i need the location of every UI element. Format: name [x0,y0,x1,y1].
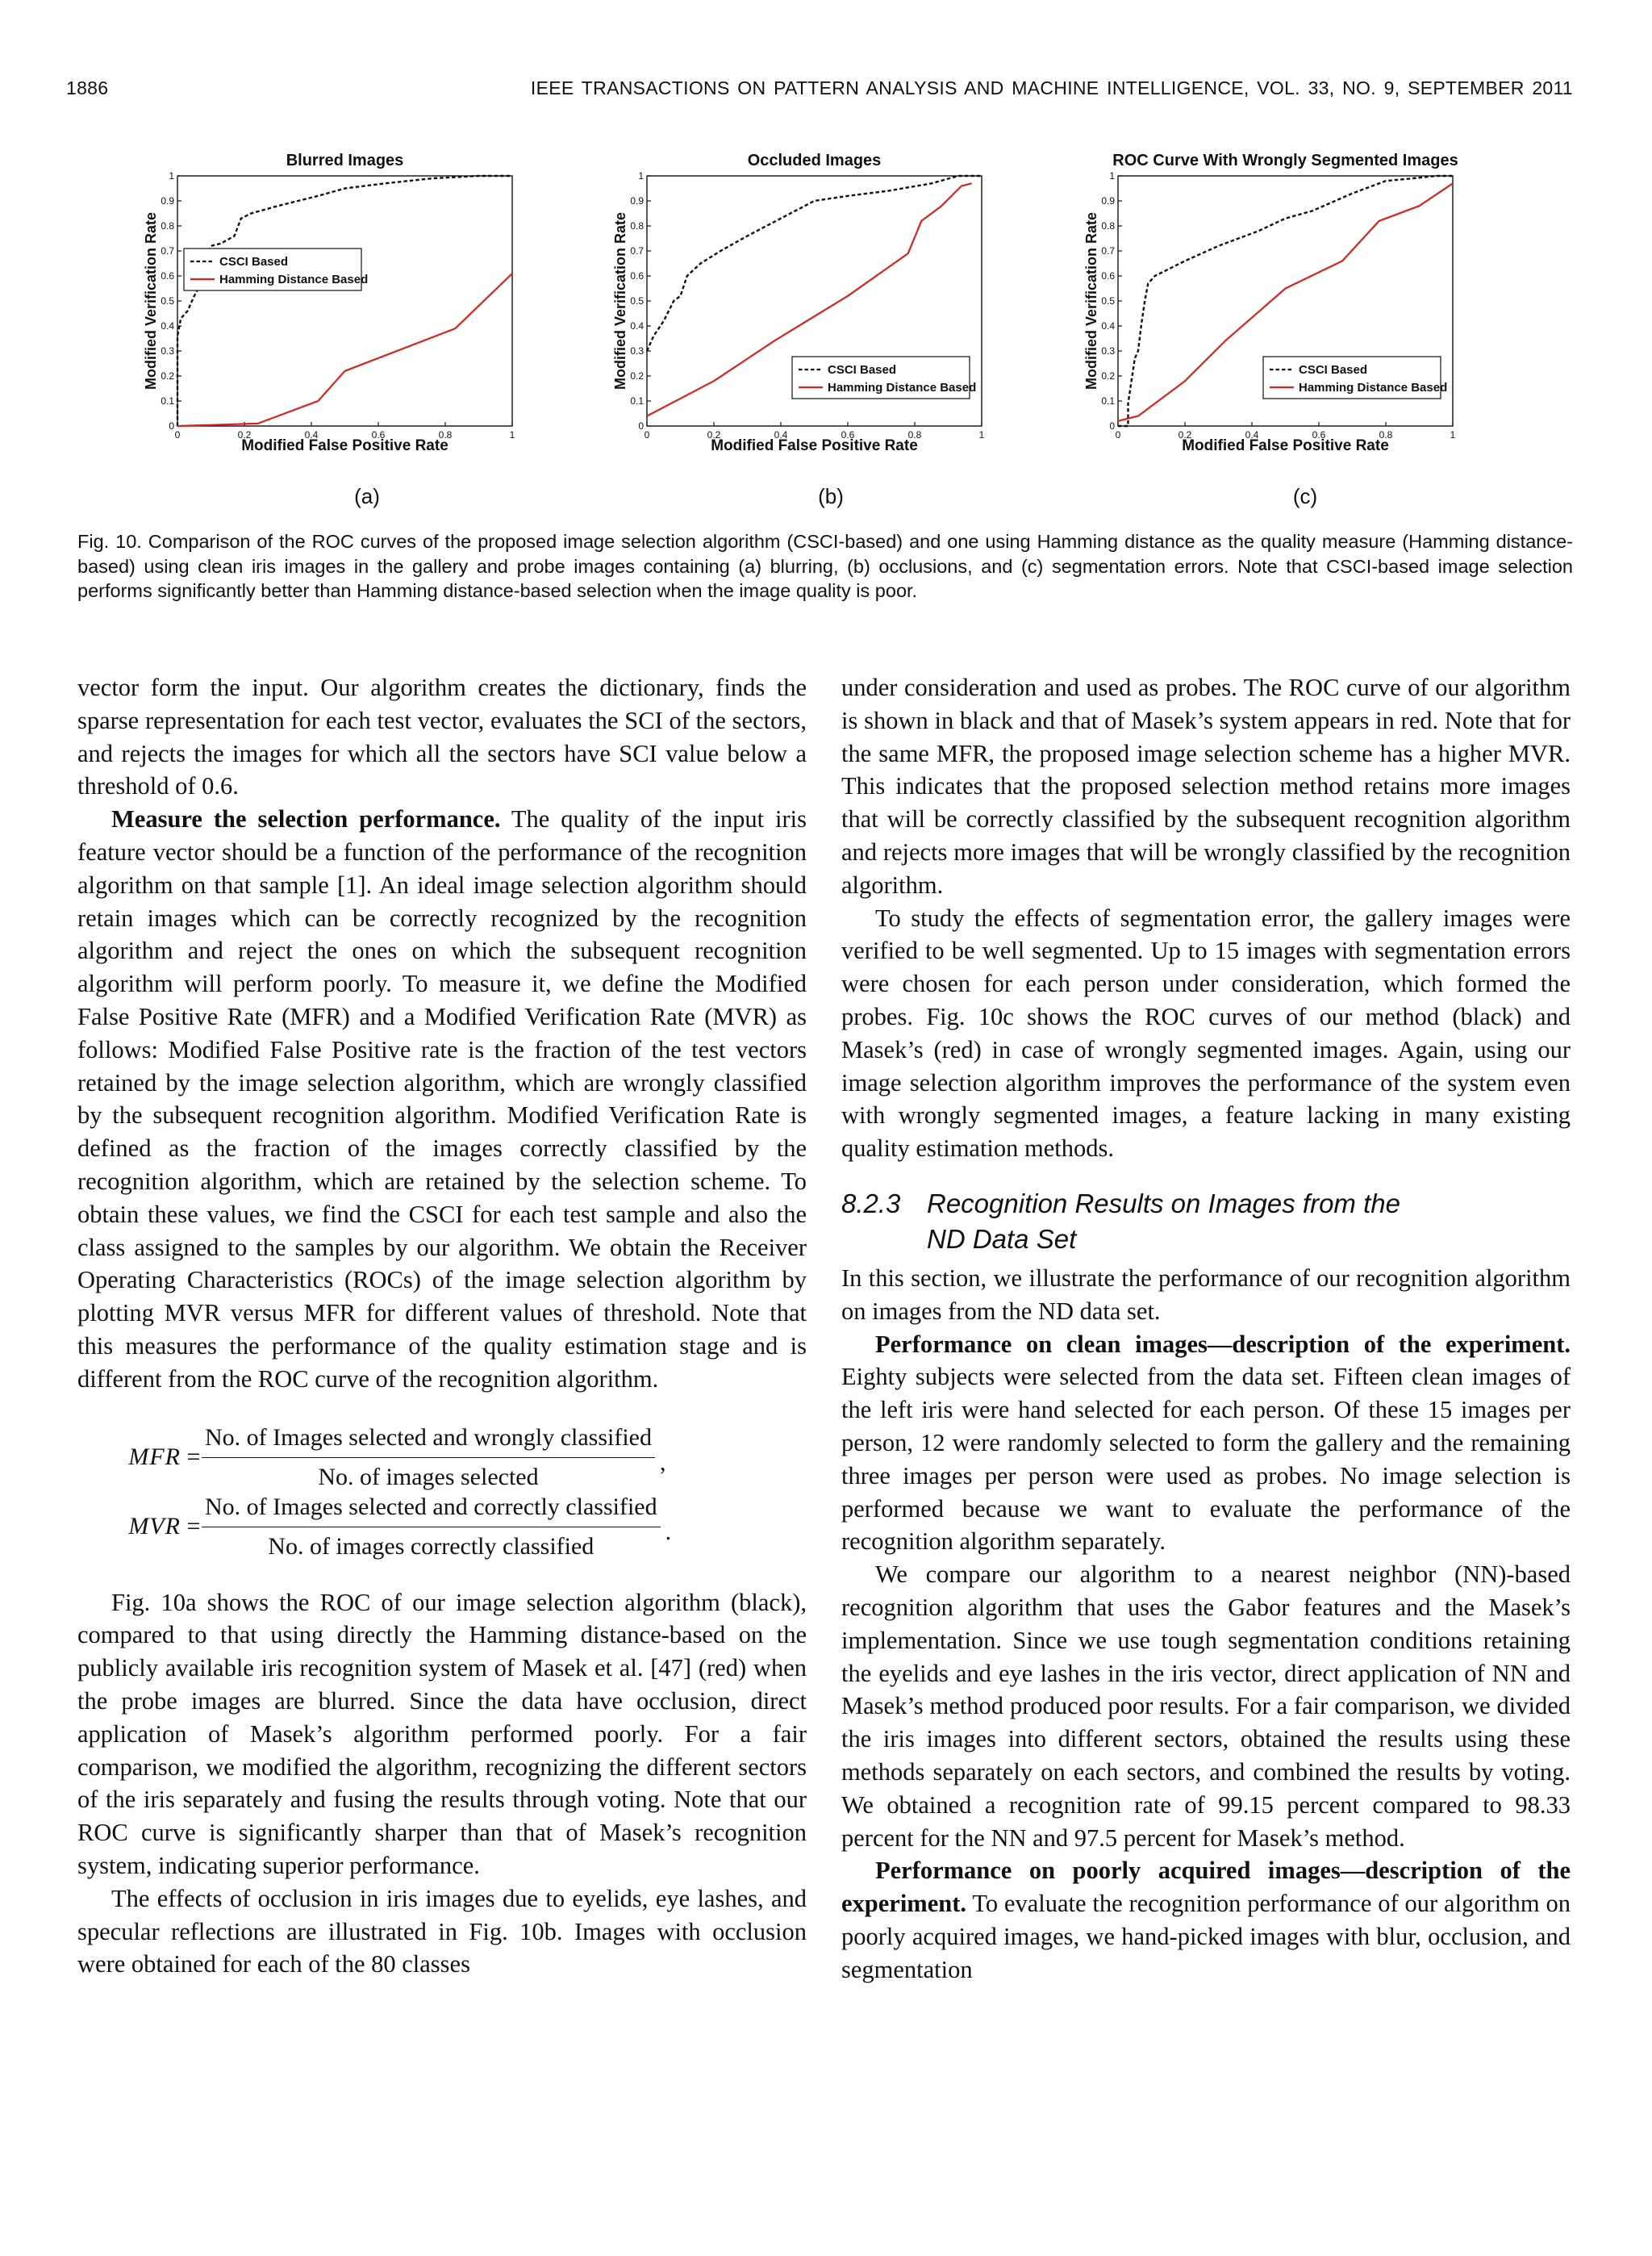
x-tick-label: 0 [174,429,181,441]
chart-title: Blurred Images [286,152,404,169]
x-tick-label: 0.8 [1379,429,1393,441]
figure-panel-a [129,145,565,468]
y-tick-label: 0.6 [630,270,644,282]
y-tick-label: 0.9 [1101,195,1115,207]
x-tick-label: 0.6 [371,429,386,441]
y-tick-label: 1 [1109,170,1115,182]
y-tick-label: 0.2 [1101,370,1115,382]
y-tick-label: 0.8 [1101,220,1115,232]
denominator: No. of images selected [318,1463,539,1490]
y-tick-label: 0.7 [1101,245,1115,257]
roc-chart-segmented [1070,145,1505,468]
x-tick-label: 1 [978,429,985,441]
right-column [841,671,1571,1986]
paragraph [77,803,807,1395]
x-tick-label: 0.6 [1312,429,1326,441]
y-tick-label: 0.1 [1101,395,1115,407]
paragraph-body: Eighty subjects were selected from the data set. Fifteen clean images of the left iris were hand selected for each person. Of these 15 images per person, 12 were randomly selected to form the gallery and the remaining three images per person were used as probes. No image selection is performed because we want to evaluate the performance of the recognition algorithm separately. [841,1363,1571,1556]
equation-lhs: MVR [128,1513,181,1540]
running-header [66,77,1573,110]
x-tick-label: 0 [1115,429,1121,441]
y-tick-label: 0.4 [1101,320,1115,332]
y-tick-label: 0.5 [1101,295,1115,307]
chart-title: Occluded Images [747,152,882,169]
x-tick-label: 0 [644,429,650,441]
subsection-title-line1: Recognition Results on Images from the [927,1188,1400,1218]
roc-chart-blurred [129,145,565,468]
x-tick-label: 0.4 [304,429,319,441]
y-tick-label: 0.1 [630,395,644,407]
left-column [77,671,807,1981]
fraction [202,1422,655,1494]
journal-header: IEEE TRANSACTIONS ON PATTERN ANALYSIS AND MACHINE INTELLIGENCE, VOL. 33, NO. 9, SEPTEMBER 2011 [530,77,1573,98]
figure-panel-c [1070,145,1505,468]
y-tick-label: 1 [638,170,644,182]
x-axis-label: Modified False Positive Rate [241,437,448,454]
x-tick-label: 0.2 [237,429,252,441]
y-tick-label: 1 [169,170,174,182]
paragraph [841,1854,1571,1986]
equation-mfr [77,1423,807,1493]
y-tick-label: 0.5 [630,295,644,307]
paragraph: under consideration and used as probes. The ROC curve of our algorithm is shown in black and that of Masek’s system appears in red. Note that for the same MFR, the proposed image selection scheme has a higher MVR. This indicates that the proposed selection method retains more images that will be correctly classified by the subsequent recognition algorithm and rejects more images that will be wrongly classified by the recognition algorithm. [841,674,1571,899]
figure-panel-b [599,145,1034,468]
y-axis-label: Modified Verification Rate [612,211,628,391]
subsection-number: 8.2.3 [841,1188,901,1218]
figure-caption: Fig. 10. Comparison of the ROC curves of the proposed image selection algorithm (CSCI-based) and one using Hamming distance as the quality measure (Hamming distance-based) using clean iris images in the gallery and probe images containing (a) blurring, (b) occlusions, and (c) segmentation errors. Note that CSCI-based image selection performs significantly better than Hamming distance-based selection when the image quality is poor. [77,531,1573,601]
run-in-heading: Measure the selection performance. [111,805,501,833]
x-tick-label: 0.6 [841,429,855,441]
paragraph: To study the effects of segmentation error, the gallery images were verified to be well segmented. Up to 15 images with segmentation errors were chosen for each person under consideration, which formed the probes. Fig. 10c shows the ROC curves of our method (black) and Masek’s (red) in case of wrongly segmented images. Again, using our image selection algorithm improves the performance of the system even with wrongly segmented images, a feature lacking in many existing quality estimation methods. [841,904,1571,1163]
equals-sign: = [186,1513,201,1540]
legend-label-csci: CSCI Based [1299,363,1368,377]
legend-label-hamming: Hamming Distance Based [219,273,369,286]
paragraph: The effects of occlusion in iris images due to eyelids, eye lashes, and specular reflections are illustrated in Fig. 10b. Images with occlusion were obtained for each of the 80 classes [77,1884,807,1978]
paragraph: In this section, we illustrate the performance of our recognition algorithm on images from the ND data set. [841,1264,1571,1325]
csci-series-line [177,176,512,426]
x-axis-label: Modified False Positive Rate [711,437,918,454]
numerator: No. of Images selected and wrongly classified [202,1422,655,1458]
numerator: No. of Images selected and correctly classified [202,1491,661,1527]
y-tick-label: 0.7 [630,245,644,257]
y-tick-label: 0.4 [161,320,174,332]
legend-label-hamming: Hamming Distance Based [1299,381,1448,395]
x-tick-label: 1 [1450,429,1456,441]
x-tick-label: 0.2 [1178,429,1192,441]
x-tick-label: 0.8 [438,429,453,441]
y-tick-label: 0.1 [161,395,174,407]
y-tick-label: 0.3 [630,345,644,357]
fraction [202,1491,661,1564]
y-tick-label: 0.6 [1101,270,1115,282]
equals-sign: = [186,1443,201,1471]
x-tick-label: 1 [509,429,515,441]
equation-punct: . [665,1519,672,1546]
x-axis-label: Modified False Positive Rate [1182,437,1389,454]
x-tick-label: 0.8 [907,429,922,441]
y-tick-label: 0.8 [161,220,174,232]
x-tick-label: 0.4 [774,429,788,441]
equation-block [77,1423,807,1567]
chart-title: ROC Curve With Wrongly Segmented Images [1112,152,1458,169]
y-tick-label: 0.9 [161,195,174,207]
run-in-heading: Performance on clean images—description of the experiment. [875,1330,1571,1358]
denominator: No. of images correctly classified [268,1532,594,1560]
equation-punct: , [660,1449,666,1477]
y-tick-label: 0.2 [161,370,174,382]
equation-lhs: MFR [128,1443,181,1471]
legend-label-csci: CSCI Based [828,363,897,377]
equation-mvr [77,1493,807,1562]
y-tick-label: 0.9 [630,195,644,207]
panel-label-c: (c) [1292,484,1318,508]
hamming-series-line [177,274,512,426]
y-tick-label: 0.3 [161,345,174,357]
x-tick-label: 0.4 [1245,429,1259,441]
legend-label-hamming: Hamming Distance Based [828,381,977,395]
paragraph: vector form the input. Our algorithm creates the dictionary, finds the sparse representation for each test vector, evaluates the SCI of the sectors, and rejects the images for which all the sectors have SCI value below a threshold of 0.6. [77,674,807,800]
y-tick-label: 0 [169,420,174,432]
y-tick-label: 0 [1109,420,1115,432]
y-tick-label: 0.2 [630,370,644,382]
subsection-heading [841,1186,1571,1257]
paragraph: We compare our algorithm to a nearest neighbor (NN)-based recognition algorithm that uses the Gabor features and the Masek’s implementation. Since we use tough segmentation conditions retaining the eyelids and eye lashes in the iris vector, direct application of NN and Masek’s method produced poor results. For a fair comparison, we divided the iris images into different sectors, obtained the results using these methods separately on each sectors, and combined the results by voting. We obtained a recognition rate of 99.15 percent compared to 98.33 percent for the NN and 97.5 percent for Masek’s method. [841,1560,1571,1852]
paragraph-body: To evaluate the recognition performance of our algorithm on poorly acquired images, we hand-picked images with blur, occlusion, and segmentation [841,1890,1571,1983]
paragraph: Fig. 10a shows the ROC of our image selection algorithm (black), compared to that using directly the Hamming distance-based on the publicly available iris recognition system of Masek et al. [47] (red) when the probe images are blurred. Since the data have occlusion, direct application of Masek’s algorithm performed poorly. For a fair comparison, we modified the algorithm, recognizing the different sectors of the iris separately and fusing the results through voting. Note that our ROC curve is significantly sharper than that of Masek’s recognition system, indicating superior performance. [77,1588,807,1879]
y-tick-label: 0.4 [630,320,644,332]
roc-chart-occluded [599,145,1034,468]
y-axis-label: Modified Verification Rate [143,211,159,391]
y-tick-label: 0.8 [630,220,644,232]
y-tick-label: 0.7 [161,245,174,257]
y-tick-label: 0 [638,420,644,432]
x-tick-label: 0.2 [707,429,721,441]
page-number: 1886 [66,77,109,98]
panel-label-a: (a) [354,484,380,508]
y-tick-label: 0.5 [161,295,174,307]
run-in-heading: Performance on poorly acquired images—description of the experiment. [841,1857,1571,1918]
subsection-title-line2: ND Data Set [927,1223,1077,1254]
paragraph-body: The quality of the input iris feature vector should be a function of the performance of the recognition algorithm on that sample [1]. An ideal image selection algorithm should retain images which can be correctly recognized by the recognition algorithm and reject the ones on which the subsequent recognition algorithm will perform poorly. To measure it, we define the Modified False Positive Rate (MFR) and a Modified Verification Rate (MVR) as follows: Modified False Positive rate is the fraction of the test vectors retained by the image selection algorithm, which are wrongly classified by the subsequent recognition algorithm. Modified Verification Rate is defined as the fraction of the images correctly classified by the recognition algorithm, which are retained by the selection scheme. To obtain these values, we find the CSCI for each test sample and also the class assigned to the samples by our algorithm. We obtain the Receiver Operating Characteristics (ROCs) of the image selection algorithm by plotting MVR versus MFR for different values of threshold. Note that this measures the performance of the quality estimation stage and is different from the ROC curve of the recognition algorithm. [77,805,807,1393]
y-tick-label: 0.6 [161,270,174,282]
legend-label-csci: CSCI Based [219,255,289,269]
csci-series-line [647,176,982,351]
plot-frame [177,176,512,426]
paragraph [841,1328,1571,1559]
y-axis-label: Modified Verification Rate [1083,211,1099,391]
y-tick-label: 0.3 [1101,345,1115,357]
panel-label-b: (b) [818,484,844,508]
